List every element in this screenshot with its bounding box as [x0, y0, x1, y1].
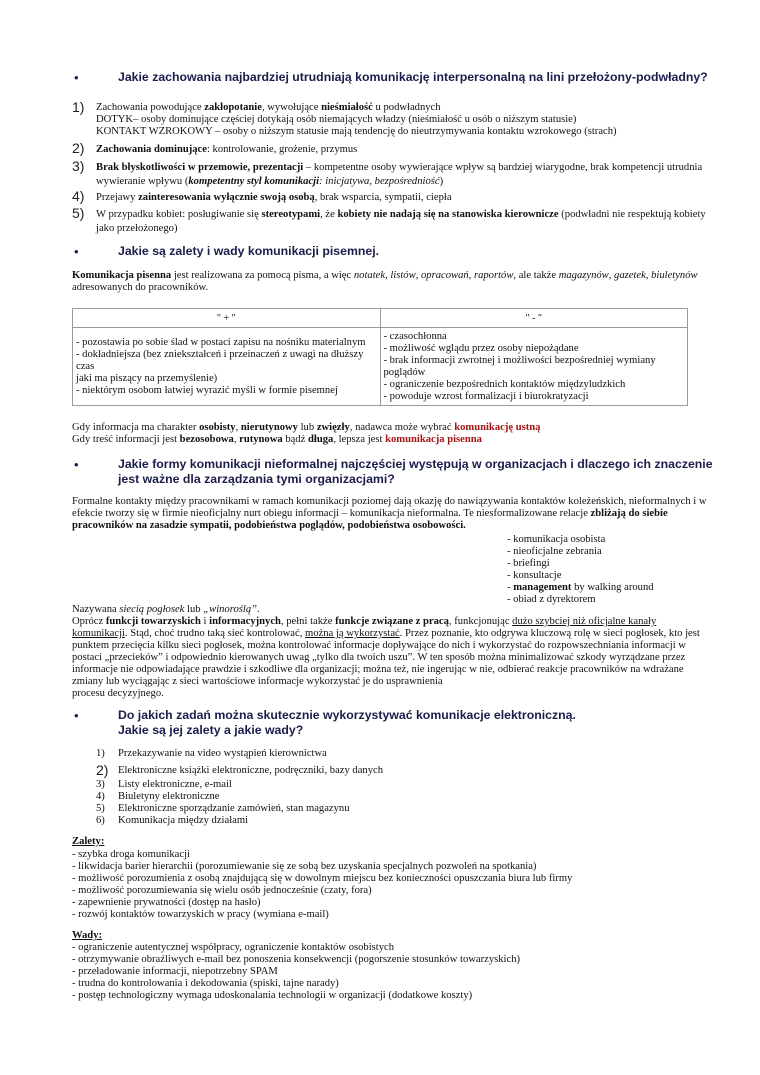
list-item: Elektroniczne książki elektroniczne, podręczniki, bazy danych: [118, 765, 384, 776]
text-run: Formalne kontakty między pracownikami w ramach komunikacji poziomej dają okazję do nawiązywania kontaktów koleżeńskich, nieformalnych i w: [72, 496, 707, 507]
text-line: [72, 496, 707, 508]
text-line: [72, 885, 572, 897]
text-run: Gdy treść informacji jest: [72, 434, 180, 445]
text-run: Zachowania dominujące: [96, 144, 207, 155]
text-line: [72, 270, 698, 282]
text-run: -: [507, 582, 514, 593]
table-cell-line: - czasochłonna: [383, 330, 447, 342]
text-run: : kontrolowanie, grożenie, przymus: [206, 144, 358, 155]
text-run: „winoroślą”: [203, 604, 258, 615]
text-line: [72, 909, 572, 921]
text-run: nierutynowy: [240, 422, 298, 433]
text-run: zainteresowania wyłącznie swoją osobą: [138, 192, 315, 203]
list-number: 1): [72, 99, 85, 115]
text-run: Gdy informacja ma charakter: [72, 422, 200, 433]
list-number: 3): [96, 779, 105, 790]
text-run: ,: [468, 270, 474, 281]
text-run: - szybka droga komunikacji: [72, 849, 190, 860]
text-run: Nazywana: [72, 604, 120, 615]
text-line: [72, 966, 520, 978]
text-line: [72, 990, 520, 1002]
text-run: magazynów: [558, 270, 609, 281]
question-heading-3: [118, 457, 713, 486]
list-item: Biuletyny elektroniczne: [118, 791, 220, 802]
list-number: 3): [72, 158, 85, 174]
text-run: zbliżają do siebie: [590, 508, 668, 519]
text-run: (podwładni nie respektują kobiety: [558, 209, 706, 220]
table-cell-line: jaki ma piszący na przemyślenie): [76, 372, 218, 384]
text-run: - likwidacja barier hierarchii (porozumiewanie się ze sobą bez uzyskania specjalnych pozwoleń na spotkania): [72, 861, 537, 872]
text-run: ,: [645, 270, 652, 281]
text-run: wywieranie wpływu (: [96, 176, 189, 187]
text-line: [72, 954, 520, 966]
text-run: - obiad z dyrektorem: [507, 594, 596, 605]
cons-title: Wady:: [72, 930, 103, 941]
text-line: [72, 664, 700, 676]
text-run: Przejawy: [96, 192, 139, 203]
text-line: [72, 628, 700, 640]
text-run: .: [257, 604, 260, 615]
text-run: osobisty: [199, 422, 236, 433]
text-line: [72, 422, 688, 434]
text-line: [96, 191, 452, 205]
list-item: Listy elektroniczne, e-mail: [118, 779, 232, 790]
list-number: 4): [96, 791, 105, 802]
text-run: zwięzły: [316, 422, 350, 433]
heading-text: Jakie formy komunikacji nieformalnej najczęściej występują w organizacjach i dlaczego ich znaczenie: [118, 457, 713, 471]
text-run: pracowników na zasadzie sympatii, podobieństwa poglądów, podobieństwa osobowości.: [72, 520, 466, 531]
text-run: bądź: [282, 434, 308, 445]
list-number: 2): [72, 140, 85, 156]
table-header-minus: " - ": [380, 309, 688, 328]
text-run: bezosobowa: [179, 434, 234, 445]
text-run: komunikacji: [72, 628, 125, 639]
text-line: [507, 570, 654, 582]
text-run: Zachowania powodujące: [96, 102, 205, 113]
text-run: - konsultacje: [507, 570, 562, 581]
text-run: funkcji towarzyskich: [105, 616, 201, 627]
text-run: - postęp technologiczny wymaga udoskonalania technologii w organizacji (dodatkowe koszty): [72, 990, 473, 1001]
list-item: Komunikacja między działami: [118, 815, 249, 826]
text-run: nieśmiałość: [321, 102, 373, 113]
list-item: Elektroniczne sporządzanie zamówień, stan magazynu: [118, 803, 350, 814]
text-run: - przeładowanie informacji, niepotrzebny SPAM: [72, 966, 278, 977]
text-run: - otrzymywanie obraźliwych e-mail bez ponoszenia konsekwencji (pogorszenie stosunków towarzyskich): [72, 954, 521, 965]
text-line: [96, 126, 617, 138]
text-run: , funkcjonując: [448, 616, 513, 627]
text-run: ,: [235, 422, 241, 433]
table-cell-minus: [380, 328, 688, 406]
list-item: [96, 143, 357, 157]
text-line: [72, 676, 700, 688]
informal-communication-paragraph: [72, 496, 707, 532]
pros-cons-table: [72, 308, 688, 406]
text-run: funkcje związane z pracą: [335, 616, 449, 627]
text-run: - briefingi: [507, 558, 550, 569]
list-number: 4): [72, 188, 85, 204]
text-line: [507, 582, 654, 594]
text-run: i: [200, 616, 210, 627]
text-run: można ją wykorzystać: [305, 628, 400, 639]
text-run: - zapewnienie prywatności (dostęp na hasło): [72, 897, 261, 908]
list-number: 5): [96, 803, 105, 814]
heading-text: Jakie są zalety i wady komunikacji pisemnej.: [118, 244, 380, 258]
text-run: , brak wsparcia, sympatii, ciepła: [314, 192, 452, 203]
text-run: W przypadku kobiet: posługiwanie się: [96, 209, 262, 220]
table-cell-line: - niektórym osobom łatwiej wyrazić myśli w formie pisemnej: [76, 384, 338, 396]
text-run: opracowań: [420, 270, 469, 281]
table-header-plus: " + ": [73, 309, 381, 328]
text-line: [72, 873, 572, 885]
text-line: [96, 222, 706, 236]
question-heading-4: [118, 708, 576, 737]
text-run: kompetentny styl komunikacji: [188, 176, 320, 187]
text-run: zmiany lub wyciągając z sieci wartościowe informacje wykorzystać je do usprawnienia: [72, 676, 443, 687]
text-line: [72, 652, 700, 664]
text-run: , wywołujące: [261, 102, 322, 113]
text-line: [96, 208, 706, 222]
table-cell-line: - powoduje wzrost formalizacji i biurokratyzacji: [383, 390, 589, 402]
cons-list: [72, 942, 520, 1002]
text-run: listów: [390, 270, 416, 281]
text-run: . Przez poznanie, kto odgrywa kluczową rolę w sieci pogłosek, kto jest: [399, 628, 700, 639]
text-run: notatek: [353, 270, 386, 281]
text-line: [72, 640, 700, 652]
text-run: . Stąd, choć trudno taką sieć kontrolować,: [124, 628, 306, 639]
text-run: - trudna do kontrolowania i dekodowania (spiski, tajne narady): [72, 978, 339, 989]
heading-text: Jakie zachowania najbardziej utrudniają komunikację interpersonalną na lini przełożony-podwładny?: [118, 70, 708, 84]
text-run: adresowanych do pracowników.: [72, 282, 209, 293]
text-run: Komunikacja pisenna: [72, 270, 172, 281]
text-line: [507, 546, 654, 558]
text-line: [96, 175, 702, 189]
text-run: gazetek: [614, 270, 646, 281]
text-line: [72, 688, 700, 700]
text-line: [72, 508, 707, 520]
text-run: , ale także: [513, 270, 559, 281]
text-run: ,: [608, 270, 615, 281]
list-item: [96, 208, 706, 236]
text-run: rutynowa: [239, 434, 283, 445]
text-run: - ograniczenie autentycznej współpracy, ograniczenie kontaktów osobistych: [72, 942, 395, 953]
text-run: lub: [297, 422, 317, 433]
table-cell-line: - możliwość wglądu przez osoby niepożądane: [383, 342, 579, 354]
table-cell-line: - brak informacji zwrotnej i możliwości bezpośredniej wymiany: [383, 354, 656, 366]
text-line: [72, 616, 700, 628]
text-run: stereotypami: [261, 209, 321, 220]
text-run: u podwładnych: [372, 102, 441, 113]
text-run: ,: [385, 270, 391, 281]
text-run: - rozwój kontaktów towarzyskich w pracy (wymiana e-mail): [72, 909, 329, 920]
text-line: [72, 282, 698, 294]
text-run: procesu decyzyjnego.: [72, 688, 164, 699]
table-cell-line: - pozostawia po sobie ślad w postaci zapisu na nośniku materialnym: [76, 336, 366, 348]
table-cell-line: poglądów: [383, 366, 426, 378]
text-run: kobiety nie nadają się na stanowiska kierownicze: [337, 209, 559, 220]
question-heading-1: [118, 70, 708, 85]
text-run: komunikację ustną: [454, 422, 541, 433]
text-run: - nieoficjalne zebrania: [507, 546, 602, 557]
text-run: biuletynów: [651, 270, 698, 281]
text-run: efekcie tworzy się w firmie nieoficjalny nurt obiegu informacji – komunikacja nieformalna. Te niesformalizowane relacje: [72, 508, 591, 519]
text-run: ,: [415, 270, 421, 281]
list-number: 5): [72, 205, 85, 221]
text-run: – kompetentne osoby wywierające wpływ są bardziej wiarygodne, brak kompetencji utrudnia: [303, 162, 703, 173]
text-run: by walking around: [571, 582, 654, 593]
text-run: , pełni także: [280, 616, 336, 627]
pros-list: [72, 849, 572, 921]
table-cell-plus: [73, 328, 381, 406]
text-line: [507, 558, 654, 570]
text-run: informacyjnych: [209, 616, 281, 627]
text-run: jest realizowana za pomocą pisma, a więc: [171, 270, 354, 281]
bullet-icon: •: [74, 244, 79, 259]
question-heading-2: [118, 244, 379, 259]
heading-text: Do jakich zadań można skutecznie wykorzystywać komunikacje elektroniczną.: [118, 708, 576, 722]
text-run: zakłopotanie: [204, 102, 262, 113]
bullet-icon: •: [74, 457, 79, 472]
text-line: [72, 861, 572, 873]
list-item: [96, 191, 452, 205]
text-line: [72, 897, 572, 909]
list-item: Przekazywanie na video wystąpień kierownictwa: [118, 748, 327, 759]
bullet-icon: •: [74, 70, 79, 85]
text-run: ): [439, 176, 444, 187]
text-line: [72, 434, 688, 446]
heading-text: Jakie są jej zalety a jakie wady?: [118, 722, 304, 737]
text-run: : inicjatywa, bezpośredniość: [319, 176, 440, 187]
text-line: [96, 143, 357, 157]
text-run: lub: [184, 604, 204, 615]
text-line: [96, 161, 702, 175]
text-run: dużo szybciej niż oficjalne kanały: [512, 616, 657, 627]
text-run: - komunikacja osobista: [507, 534, 606, 545]
text-line: [72, 849, 572, 861]
text-run: komunikacja pisenna: [385, 434, 482, 445]
text-run: - możliwość porozumiewania się wielu osób jednocześnie (czaty, fora): [72, 885, 372, 896]
table-cell-line: - dokładniejsza (bez zniekształceń i przeinaczeń z uwagi na dłuższy czas: [76, 348, 364, 372]
grapevine-paragraph: [72, 604, 700, 700]
text-line: [72, 978, 520, 990]
text-run: management: [513, 582, 572, 593]
text-line: [72, 520, 707, 532]
list-item: [96, 161, 702, 189]
text-run: jako przełożonego): [96, 223, 178, 234]
text-run: - możliwość porozumienia z osobą znajdującą się w dowolnym miejscu bez konieczności opuszczania biura lub firmy: [72, 873, 573, 884]
text-run: , lepsza jest: [333, 434, 386, 445]
text-run: raportów: [473, 270, 514, 281]
text-run: , nadawca może wybrać: [349, 422, 455, 433]
bullet-icon: •: [74, 708, 79, 723]
pros-title: Zalety:: [72, 836, 105, 847]
table-and-rules: [72, 308, 688, 446]
list-number: 6): [96, 815, 105, 826]
text-line: [96, 102, 617, 114]
informal-forms-list: [507, 534, 654, 606]
list-number: 2): [96, 762, 109, 778]
text-run: , że: [320, 209, 338, 220]
text-line: [72, 942, 520, 954]
text-run: siecią pogłosek: [119, 604, 185, 615]
list-item: [96, 102, 617, 138]
text-run: Oprócz: [72, 616, 106, 627]
text-run: ,: [233, 434, 240, 445]
written-communication-intro: [72, 270, 698, 294]
choice-rules: [72, 422, 688, 446]
heading-text: jest ważne dla zarządzania tymi organizacjami?: [118, 471, 395, 486]
table-cell-line: - ograniczenie bezpośrednich kontaktów międzyludzkich: [383, 378, 626, 390]
list-number: 1): [96, 748, 105, 759]
text-run: informacje nie odpowiadające prawdzie i szkodliwe dla organizacji; można też, nie ingerując w nie, odbierać reakcje pracowników na wdrażane: [72, 664, 684, 675]
text-run: KONTAKT WZROKOWY – osoby o niższym statusie mają tendencję do nieutrzymywania kontaktu wzrokowego (strach): [96, 126, 617, 137]
text-run: punktem przecięcia kilku sieci pogłosek, można kontrolować informacje dopływające do nich i wykorzystać do rozpowszechniania informacji w: [72, 640, 686, 651]
text-run: postaci „przecieków” i odpowiednio kierowanych uwag „tylko dla twoich uszu”. W ten sposób można minimalizować szkody wyrządzane przez: [72, 652, 686, 663]
text-run: DOTYK– osoby dominujące częściej dotykają osób niemających władzy (nieśmiałość u osób o niższym statusie): [96, 114, 577, 125]
text-run: Brak błyskotliwości w przemowie, prezentacji: [96, 162, 304, 173]
text-line: [507, 534, 654, 546]
text-line: [96, 114, 617, 126]
text-line: [72, 604, 700, 616]
text-run: długa: [307, 434, 334, 445]
